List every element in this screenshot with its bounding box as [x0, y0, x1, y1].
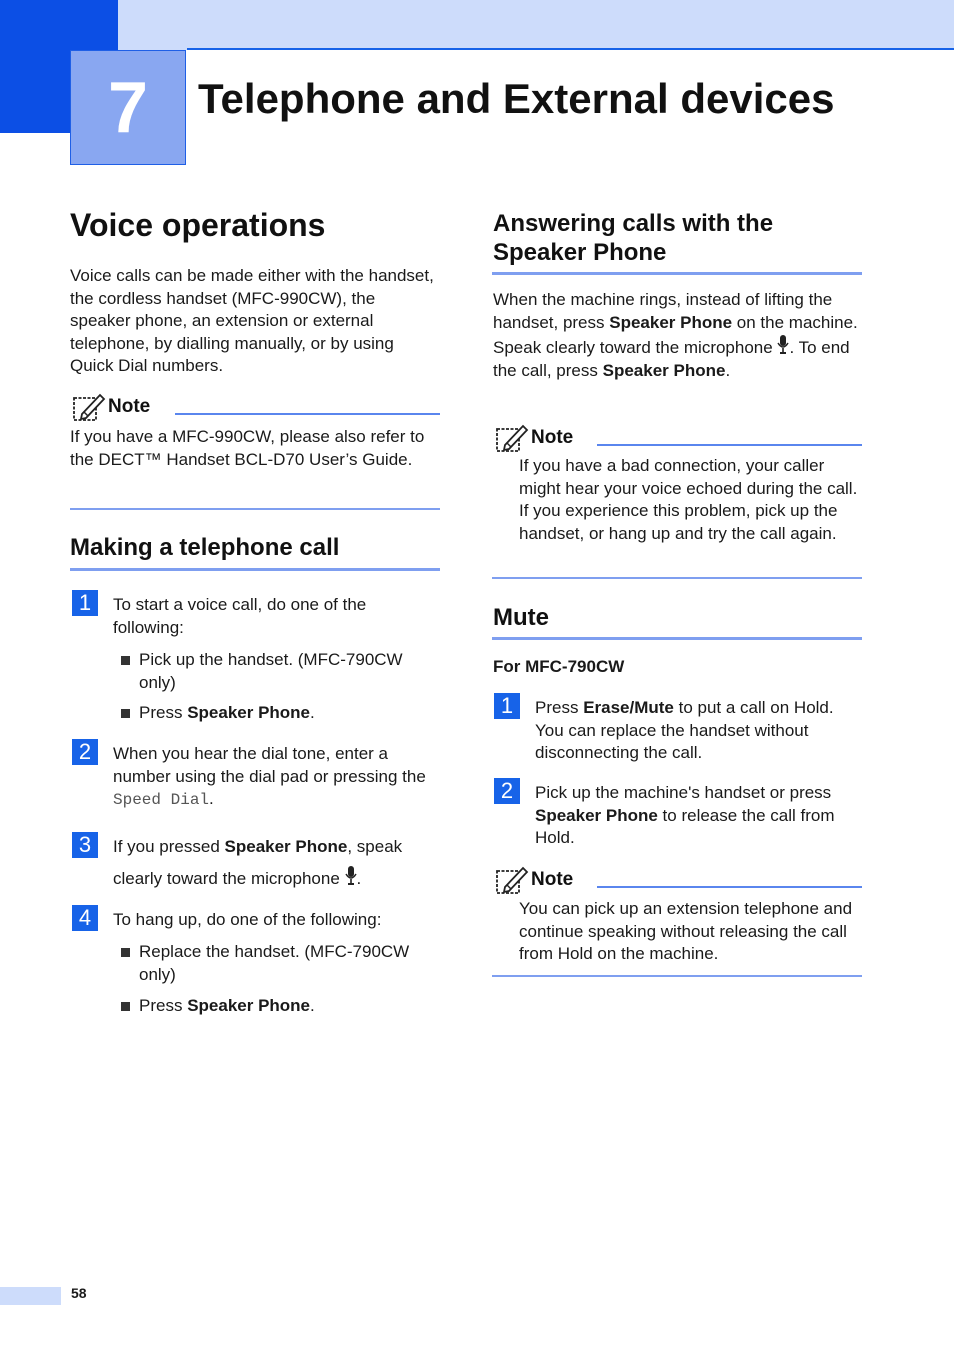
mute-step-1-number: 1 [494, 693, 520, 719]
bullet-text: Pick up the handset. (MFC-790CW only) [139, 650, 403, 692]
note-3-text: You can pick up an extension telephone and continue speaking without releasing the call from Hold on the machine. [519, 899, 853, 963]
bullet-bold-text: Speaker Phone [187, 703, 311, 722]
mute-rule [492, 637, 862, 640]
bullet-square-icon [121, 709, 130, 718]
page-number-bar [0, 1287, 61, 1305]
speed-dial-key-label: Speed Dial [113, 791, 210, 809]
step-1-bullet-2 [121, 702, 440, 725]
note-2-text: If you have a bad connection, your caller might hear your voice echoed during the call. If you experience this problem, pick up the handset, or hang up and try the call again. [519, 456, 858, 543]
answering-calls-heading [493, 209, 773, 267]
step-2-text [113, 743, 440, 812]
mute-heading: Mute [493, 604, 549, 631]
step-1-bullet-1 [121, 649, 440, 694]
making-call-heading: Making a telephone call [70, 534, 340, 561]
answering-calls-rule [492, 272, 862, 275]
bullet-text-suffix: . [310, 703, 315, 722]
answering-heading-line-2: Speaker Phone [493, 239, 667, 266]
note-3-end-rule [492, 975, 862, 977]
bullet-square-icon [121, 1002, 130, 1011]
note-1-header [72, 392, 150, 422]
answering-bold-1: Speaker Phone [609, 312, 733, 332]
note-2-label: Note [531, 427, 574, 448]
note-2-end-rule [492, 577, 862, 579]
step-3-text-suffix: . [356, 869, 362, 888]
step-1-text: To start a voice call, do one of the following: [113, 595, 367, 637]
step-3-text-middle: , speak clearly toward the microphone [113, 837, 403, 888]
mute-subheading: For MFC-790CW [493, 657, 625, 676]
step-1-number: 1 [72, 590, 98, 616]
header-band-rule [187, 48, 954, 50]
bullet-text-prefix: Press [139, 703, 188, 722]
page-number: 58 [71, 1285, 87, 1301]
bullet-square-icon [121, 656, 130, 665]
step-4-bullet-1 [121, 941, 440, 986]
mute-step-1-text [535, 697, 862, 765]
note-pencil-icon [495, 423, 529, 453]
making-call-rule [70, 568, 440, 571]
chapter-number-box [70, 50, 186, 165]
mute-step-2-prefix: Pick up the machine's handset or press [535, 783, 832, 802]
mute-step-1-bold: Erase/Mute [583, 698, 674, 717]
microphone-icon [345, 865, 357, 887]
note-1-end-rule [70, 508, 440, 510]
answering-heading-line-1: Answering calls with the [493, 210, 774, 237]
step-4-text: To hang up, do one of the following: [113, 910, 382, 929]
mute-step-2-number: 2 [494, 778, 520, 804]
answering-text [493, 289, 863, 382]
step-3-bold-text: Speaker Phone [224, 837, 348, 856]
bullet-text-suffix: . [310, 996, 315, 1015]
step-3-number: 3 [72, 832, 98, 858]
bullet-text-prefix: Press [139, 996, 188, 1015]
note-1-rule [175, 413, 440, 415]
note-3-label: Note [531, 869, 574, 890]
bullet-text: Replace the handset. (MFC-790CW only) [139, 942, 410, 984]
note-1-text: If you have a MFC-990CW, please also refer to the DECT™ Handset BCL-D70 User’s Guide. [70, 427, 425, 469]
chapter-number: 7 [107, 67, 149, 148]
answering-text-part-1: When the machine rings, instead of lifting the handset, press [493, 290, 833, 332]
mute-step-1-suffix: to put a call on Hold. You can replace the handset without disconnecting the call. [535, 698, 834, 762]
mute-step-2-text [535, 782, 862, 850]
note-2-header [495, 423, 573, 453]
note-2-rule [597, 444, 862, 446]
answering-text-part-4: . [725, 360, 731, 380]
answering-text-part-2: on the machine. Speak clearly toward the microphone [493, 312, 858, 357]
bullet-bold-text: Speaker Phone [187, 996, 311, 1015]
step-4-number: 4 [72, 905, 98, 931]
step-2-text-suffix: . [209, 789, 214, 808]
step-4-bullet-2 [121, 995, 440, 1018]
chapter-title: Telephone and External devices [198, 75, 835, 122]
mute-step-2-bold: Speaker Phone [535, 805, 658, 825]
answering-text-part-3: . To end the call, press [493, 338, 850, 380]
note-3-header [495, 865, 573, 895]
mute-step-2-suffix: to release the call from Hold. [535, 805, 835, 847]
mute-step-1-prefix: Press [535, 698, 584, 717]
step-2-text-prefix: When you hear the dial tone, enter a number using the dial pad or pressing the [113, 744, 426, 786]
answering-bold-2: Speaker Phone [602, 360, 726, 380]
bullet-square-icon [121, 948, 130, 957]
step-3-text-prefix: If you pressed [113, 837, 225, 856]
voice-intro-text: Voice calls can be made either with the handset, the cordless handset (MFC-990CW), the speaker phone, an extension or external telephone, by dialling manually, or by using Quick Dial numbers. [70, 266, 434, 375]
note-pencil-icon [495, 865, 529, 895]
step-3-text [113, 831, 440, 895]
note-3-rule [597, 886, 862, 888]
step-2-number: 2 [72, 739, 98, 765]
note-pencil-icon [72, 392, 106, 422]
microphone-icon [777, 334, 789, 356]
header-band [0, 0, 954, 50]
note-1-label: Note [108, 396, 151, 417]
voice-operations-heading: Voice operations [70, 207, 326, 243]
